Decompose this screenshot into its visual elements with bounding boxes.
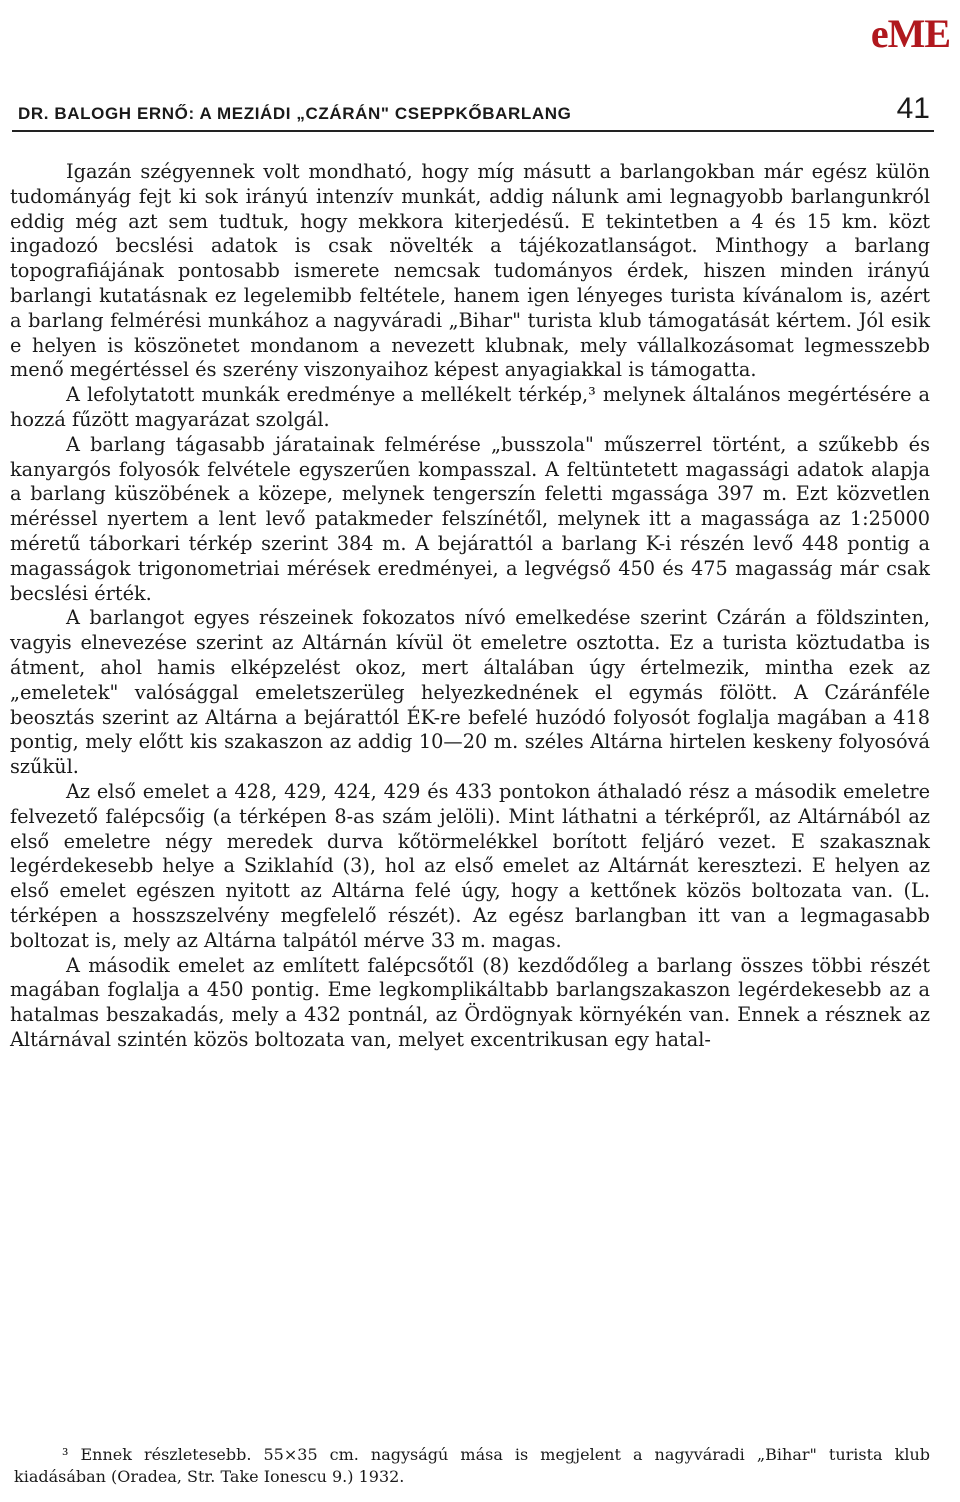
paragraph-4: A barlangot egyes részeinek fokozatos nívó emelkedése szerint Czárán a földszinten, vagyis elnevezése szerint az Altárnán kívül öt emeletre osztotta. Ez a turista köztudatba is átment, ahol hamis elképzelést okoz, mert általában úgy értelmezik, mintha ezek az „emeletek" valósággal emeletszerüleg helyezkednének el egymás fölött. A Czáránféle beosztás szerint az Altárna a bejárattól ÉK-re befelé huzódó folyosót foglalja magában a 418 pontig, mely előtt kis szakaszon az addig 10—20 m. széles Altárna hirtelen keskeny folyosóvá szűkül. xyxy=(10,606,930,779)
running-title: DR. BALOGH ERNŐ: A MEZIÁDI „CZÁRÁN" CSEPPKŐBARLANG xyxy=(18,104,572,123)
paragraph-6: A második emelet az említett falépcsőtől (8) kezdődőleg a barlang összes többi részét magában foglalja a 450 pontig. Eme legkomplikáltabb barlangszakaszon legérdekesebb az a hatalmas beszakadás, mely a 432 pontnál, az Ördögnyak környékén van. Ennek a résznek az Altárnával szintén közös boltozata van, melyet excentrikusan egy hatal- xyxy=(10,953,930,1051)
publisher-logo: eME xyxy=(870,11,950,56)
page-number: 41 xyxy=(896,92,930,125)
footnote-text: ³ Ennek részletesebb. 55×35 cm. nagyságú mása is megjelent a nagyváradi „Bihar" turista klub kiadásában (Oradea, Str. Take Ionescu 9.) 1932. xyxy=(14,1445,930,1486)
paragraph-1: Igazán szégyennek volt mondható, hogy míg másutt a barlangokban már egész külön tudományág fejt ki sok irányú intenzív munkát, addig nálunk ami legnagyobb barlangunkról eddig még azt sem tudtuk, hogy mekkora kiterjedésű. E tekintetben a 4 és 15 km. közt ingadozó becslési adatok is csak növelték a tájékozatlanságot. Minthogy a barlang topografiájának pontosabb ismerete nemcsak tudományos érdek, hiszen minden irányú barlangi kutatásnak ez legelemibb feltétele, hanem igen lényeges turista kívánalom is, azért a barlang felmérési munkához a nagyváradi „Bihar" turista klub támogatását kértem. Jól esik e helyen is köszönetet mondanom a nevezett klubnak, mely vállalkozásomat legmesszebb menő megértéssel és szerény viszonyaihoz képest anyagiakkal is támogatta. xyxy=(10,160,930,382)
paragraph-3: A barlang tágasabb járatainak felmérése „busszola" műszerrel történt, a szűkebb és kanyargós folyosók felvétele egyszerűen kompasszal. A feltüntetett magassági adatok alapja a barlang küszöbének a közepe, melynek tengerszín feletti mgassága 397 m. Ezt közvetlen méréssel nyertem a lent levő patakmeder felszínétől, melynek itt a magassága az 1:25000 méretű táborkari térkép szerint 384 m. A bejárattól a barlang K-i részén levő 448 pontig a magasságok trigonometriai mérések eredményei, a legvégső 450 és 475 magasság már csak becslési érték. xyxy=(10,432,930,605)
paragraph-2: A lefolytatott munkák eredménye a mellékelt térkép,³ melynek általános megértésére a hozzá fűzött magyarázat szolgál. xyxy=(10,383,930,431)
footnote xyxy=(14,1444,930,1488)
page-header xyxy=(12,92,934,132)
body-text xyxy=(10,160,930,1053)
paragraph-5: Az első emelet a 428, 429, 424, 429 és 433 pontokon áthaladó rész a második emeletre felvezető falépcsőig (a térképen 8-as szám jelöli). Mint láthatni a térképről, az Altárnából az első emeletre négy meredek durva kőtörmelékkel borított feljáró vezet. E szakasznak legérdekesebb helye a Sziklahíd (3), hol az első emelet az Altárnát keresztezi. E helyen az első emelet egészen nyitott az Altárna felé úgy, hogy a kettőnek közös boltozata van. (L. térképen a hosszszelvény megfelelő részét). Az egész barlangban itt van a legmagasabb boltozat is, mely az Altárna talpától mérve 33 m. magas. xyxy=(10,779,930,952)
